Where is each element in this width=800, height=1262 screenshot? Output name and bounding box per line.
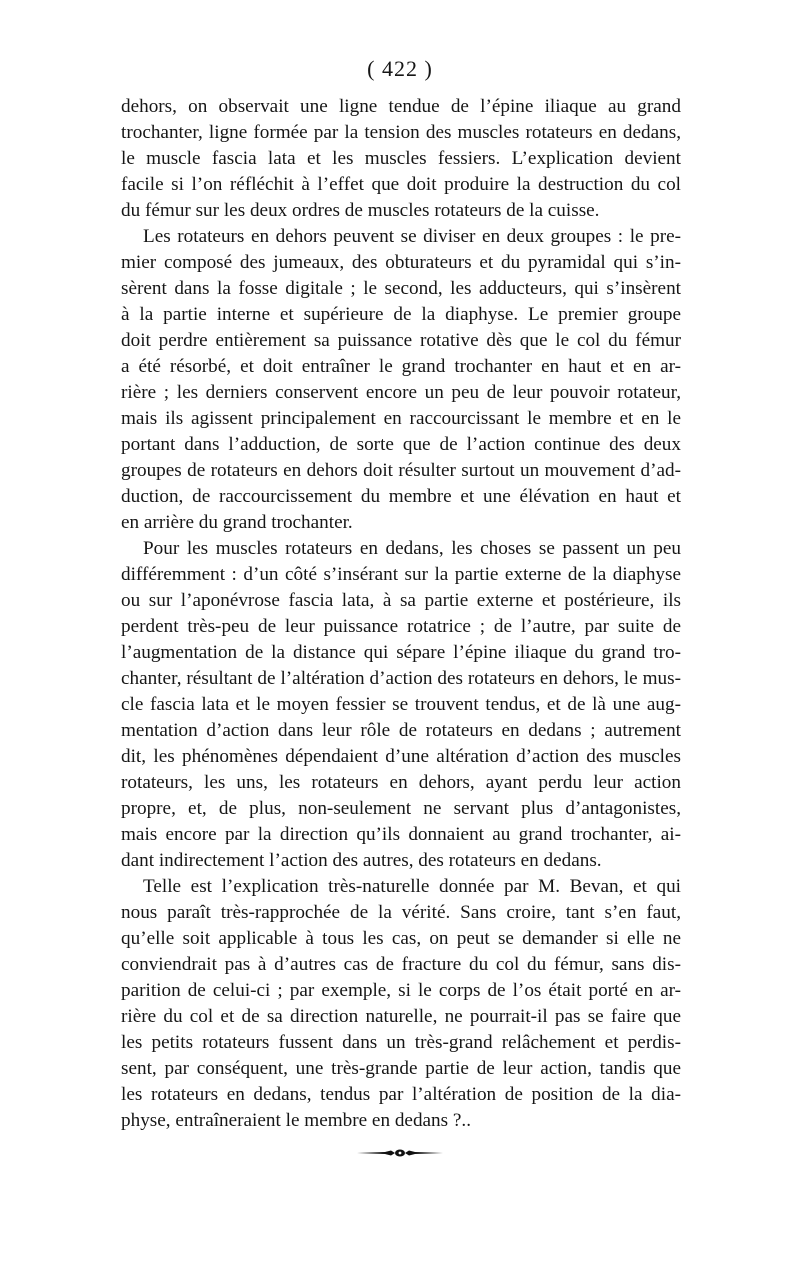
text-line: mais encore par la direction qu’ils donnaient au grand trochanter, ai- [121, 824, 681, 845]
text-line: Les rotateurs en dehors peuvent se diviser en deux groupes : le pre- [143, 226, 681, 247]
text-line: mais ils agissent principalement en raccourcissant le membre et en le [121, 408, 681, 429]
text-line: facile si l’on réfléchit à l’effet que doit produire la destruction du col [121, 174, 681, 195]
text-line: le muscle fascia lata et les muscles fessiers. L’explication devient [121, 148, 681, 169]
text-line: ou sur l’aponévrose fascia lata, à sa partie externe et postérieure, ils [121, 590, 681, 611]
text-line: cle fascia lata et le moyen fessier se trouvent tendus, et de là une aug- [121, 694, 681, 715]
text-line: qu’elle soit applicable à tous les cas, on peut se demander si elle ne [121, 928, 681, 949]
text-line: Telle est l’explication très-naturelle donnée par M. Bevan, et qui [143, 876, 681, 897]
text-line: à la partie interne et supérieure de la diaphyse. Le premier groupe [121, 304, 681, 325]
text-line: a été résorbé, et doit entraîner le grand trochanter en haut et en ar- [121, 356, 681, 377]
text-line: sèrent dans la fosse digitale ; le second, les adducteurs, qui s’insèrent [121, 278, 681, 299]
text-line: parition de celui-ci ; par exemple, si le corps de l’os était porté en ar- [121, 980, 681, 1001]
text-line: Pour les muscles rotateurs en dedans, les choses se passent un peu [143, 538, 681, 559]
text-line: conviendrait pas à d’autres cas de fracture du col du fémur, sans dis- [121, 954, 681, 975]
text-line: trochanter, ligne formée par la tension des muscles rotateurs en dedans, [121, 122, 681, 143]
text-line: l’augmentation de la distance qui sépare l’épine iliaque du grand tro- [121, 642, 681, 663]
text-line: sent, par conséquent, une très-grande partie de leur action, tandis que [121, 1058, 681, 1079]
text-line: en arrière du grand trochanter. [121, 512, 353, 533]
text-line: les rotateurs en dedans, tendus par l’altération de position de la dia- [121, 1084, 681, 1105]
text-line: dehors, on observait une ligne tendue de l’épine iliaque au grand [121, 96, 681, 117]
text-line: mier composé des jumeaux, des obturateurs et du pyramidal qui s’in- [121, 252, 681, 273]
page-number: ( 422 ) [367, 56, 433, 81]
text-line: différemment : d’un côté s’insérant sur la partie externe de la diaphyse [121, 564, 681, 585]
text-line: chanter, résultant de l’altération d’action des rotateurs en dehors, le mus- [121, 668, 681, 689]
text-line: portant dans l’adduction, de sorte que de l’action continue des deux [121, 434, 681, 455]
tail-piece-ornament [355, 1148, 445, 1158]
text-line: mentation d’action dans leur rôle de rotateurs en dedans ; autrement [121, 720, 681, 741]
text-line: duction, de raccourcissement du membre et une élévation en haut et [121, 486, 681, 507]
text-line: dant indirectement l’action des autres, des rotateurs en dedans. [121, 850, 602, 871]
text-line: du fémur sur les deux ordres de muscles rotateurs de la cuisse. [121, 200, 600, 221]
text-line: nous paraît très-rapprochée de la vérité. Sans croire, tant s’en faut, [121, 902, 681, 923]
text-line: les petits rotateurs fussent dans un très-grand relâchement et perdis- [121, 1032, 681, 1053]
text-line: rotateurs, les uns, les rotateurs en dehors, ayant perdu leur action [121, 772, 681, 793]
text-line: propre, et, de plus, non-seulement ne servant plus d’antagonistes, [121, 798, 681, 819]
text-line: doit perdre entièrement sa puissance rotative dès que le col du fémur [121, 330, 681, 351]
text-line: groupes de rotateurs en dehors doit résulter surtout un mouvement d’ad- [121, 460, 681, 481]
text-line: rière ; les derniers conservent encore un peu de leur pouvoir rotateur, [121, 382, 681, 403]
text-line: dit, les phénomènes dépendaient d’une altération d’action des muscles [121, 746, 681, 767]
text-line: rière du col et de sa direction naturelle, ne pourrait-il pas se faire que [121, 1006, 681, 1027]
text-line: physe, entraîneraient le membre en dedans ?.. [121, 1110, 472, 1131]
text-line: perdent très-peu de leur puissance rotatrice ; de l’autre, par suite de [121, 616, 681, 637]
